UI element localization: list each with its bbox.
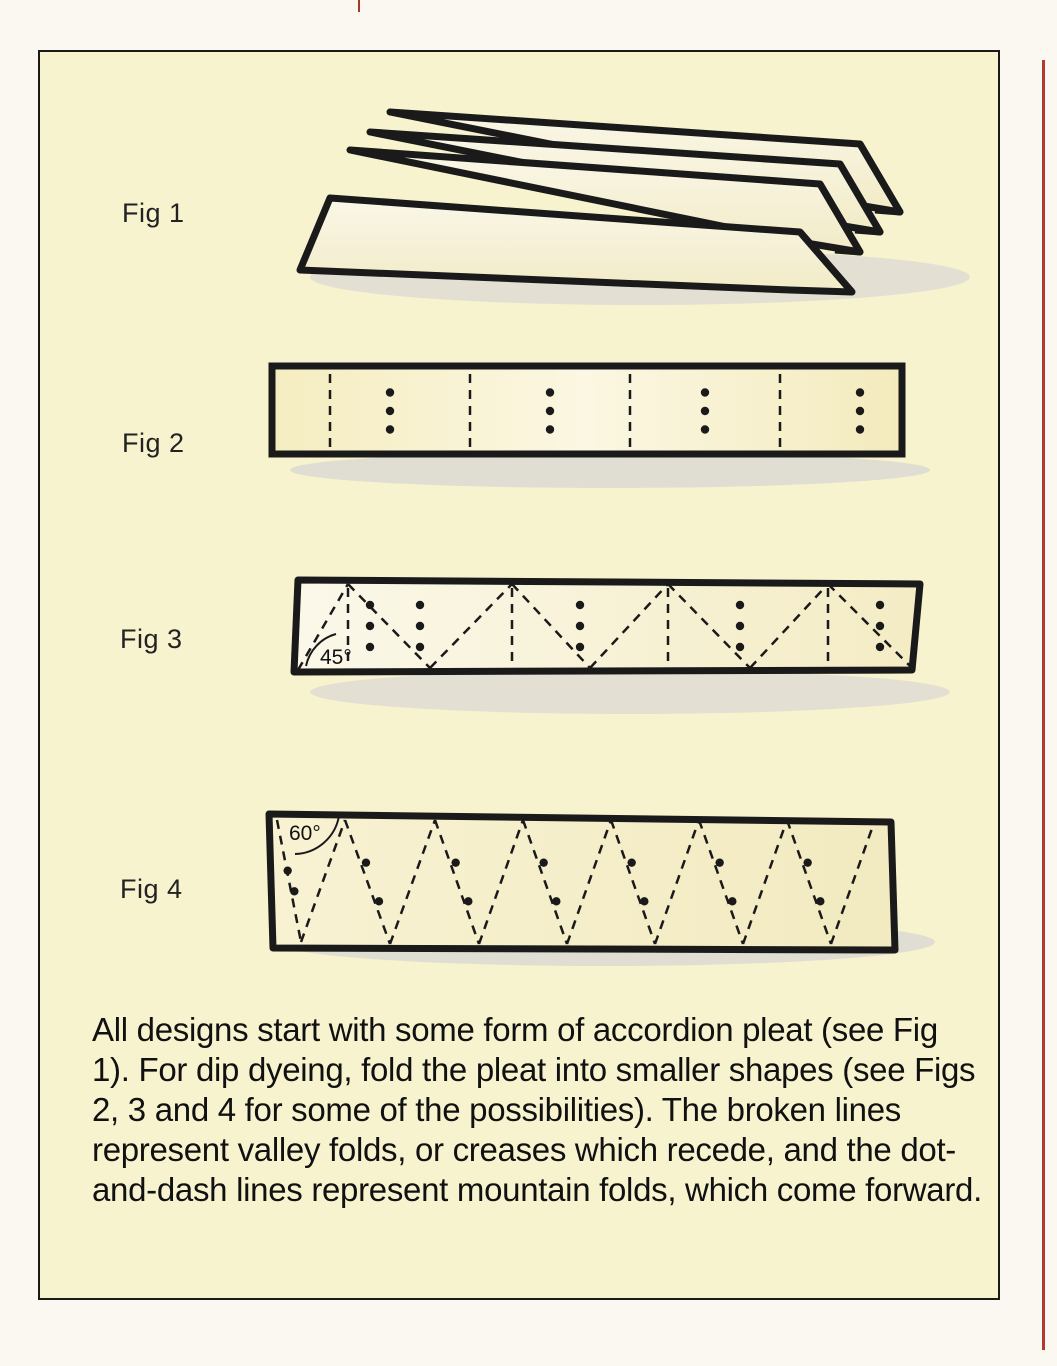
fig2-folded-strip-drawing [260, 352, 920, 492]
illustration-panel [38, 50, 1000, 1300]
mountain-fold-dot [701, 388, 709, 396]
caption-text: All designs start with some form of accordion pleat (see Fig 1). For dip dyeing, fold the pleat into smaller shapes (see Figs 2, 3 and 4 for some of the possibilities). The broken lines represent valley folds, or creases which recede, and the dot-and-dash lines represent mountain folds, which come forward. [92, 1011, 982, 1208]
mountain-fold-dot [803, 858, 811, 866]
mountain-fold-dot [546, 388, 554, 396]
fig1-accordion-pleat-drawing [280, 102, 960, 322]
mountain-fold-dot [416, 622, 424, 630]
mountain-fold-dot [576, 601, 584, 609]
mountain-fold-dot [701, 425, 709, 433]
mountain-fold-dot [856, 388, 864, 396]
fig4-folded-strip-drawing [255, 802, 935, 972]
mountain-fold-dot [539, 858, 547, 866]
mountain-fold-dot [464, 897, 472, 905]
mountain-fold-dot [386, 388, 394, 396]
mountain-fold-dot [366, 601, 374, 609]
mountain-fold-dot [736, 622, 744, 630]
mountain-fold-dot [715, 858, 723, 866]
mountain-fold-dot [728, 897, 736, 905]
mountain-fold-dot [451, 858, 459, 866]
mountain-fold-dot [546, 425, 554, 433]
page-top-tick [358, 0, 360, 12]
mountain-fold-dot [283, 866, 291, 874]
mountain-fold-dot [816, 897, 824, 905]
mountain-fold-dot [736, 643, 744, 651]
mountain-fold-dot [576, 643, 584, 651]
fig2-label: Fig 2 [122, 428, 185, 458]
fig4-angle-label: 60° [289, 822, 321, 845]
fig3-folded-strip-drawing [280, 562, 940, 722]
fig1-label: Fig 1 [122, 198, 185, 228]
mountain-fold-dot [640, 897, 648, 905]
mountain-fold-dot [576, 622, 584, 630]
mountain-fold-dot [366, 622, 374, 630]
mountain-fold-dot [386, 425, 394, 433]
mountain-fold-dot [546, 407, 554, 415]
mountain-fold-dot [856, 407, 864, 415]
fig4-label: Fig 4 [120, 874, 183, 904]
page-right-rule [1042, 60, 1045, 1350]
mountain-fold-dot [362, 858, 370, 866]
mountain-fold-dot [876, 643, 884, 651]
mountain-fold-dot [876, 622, 884, 630]
mountain-fold-dot [290, 887, 298, 895]
mountain-fold-dot [627, 858, 635, 866]
mountain-fold-dot [416, 601, 424, 609]
mountain-fold-dot [375, 897, 383, 905]
mountain-fold-dot [876, 601, 884, 609]
fig3-label: Fig 3 [120, 624, 183, 654]
mountain-fold-dot [701, 407, 709, 415]
mountain-fold-dot [416, 643, 424, 651]
mountain-fold-dot [736, 601, 744, 609]
mountain-fold-dot [386, 407, 394, 415]
mountain-fold-dot [856, 425, 864, 433]
fig3-angle-label: 45° [320, 646, 352, 669]
mountain-fold-dot [366, 643, 374, 651]
mountain-fold-dot [552, 897, 560, 905]
